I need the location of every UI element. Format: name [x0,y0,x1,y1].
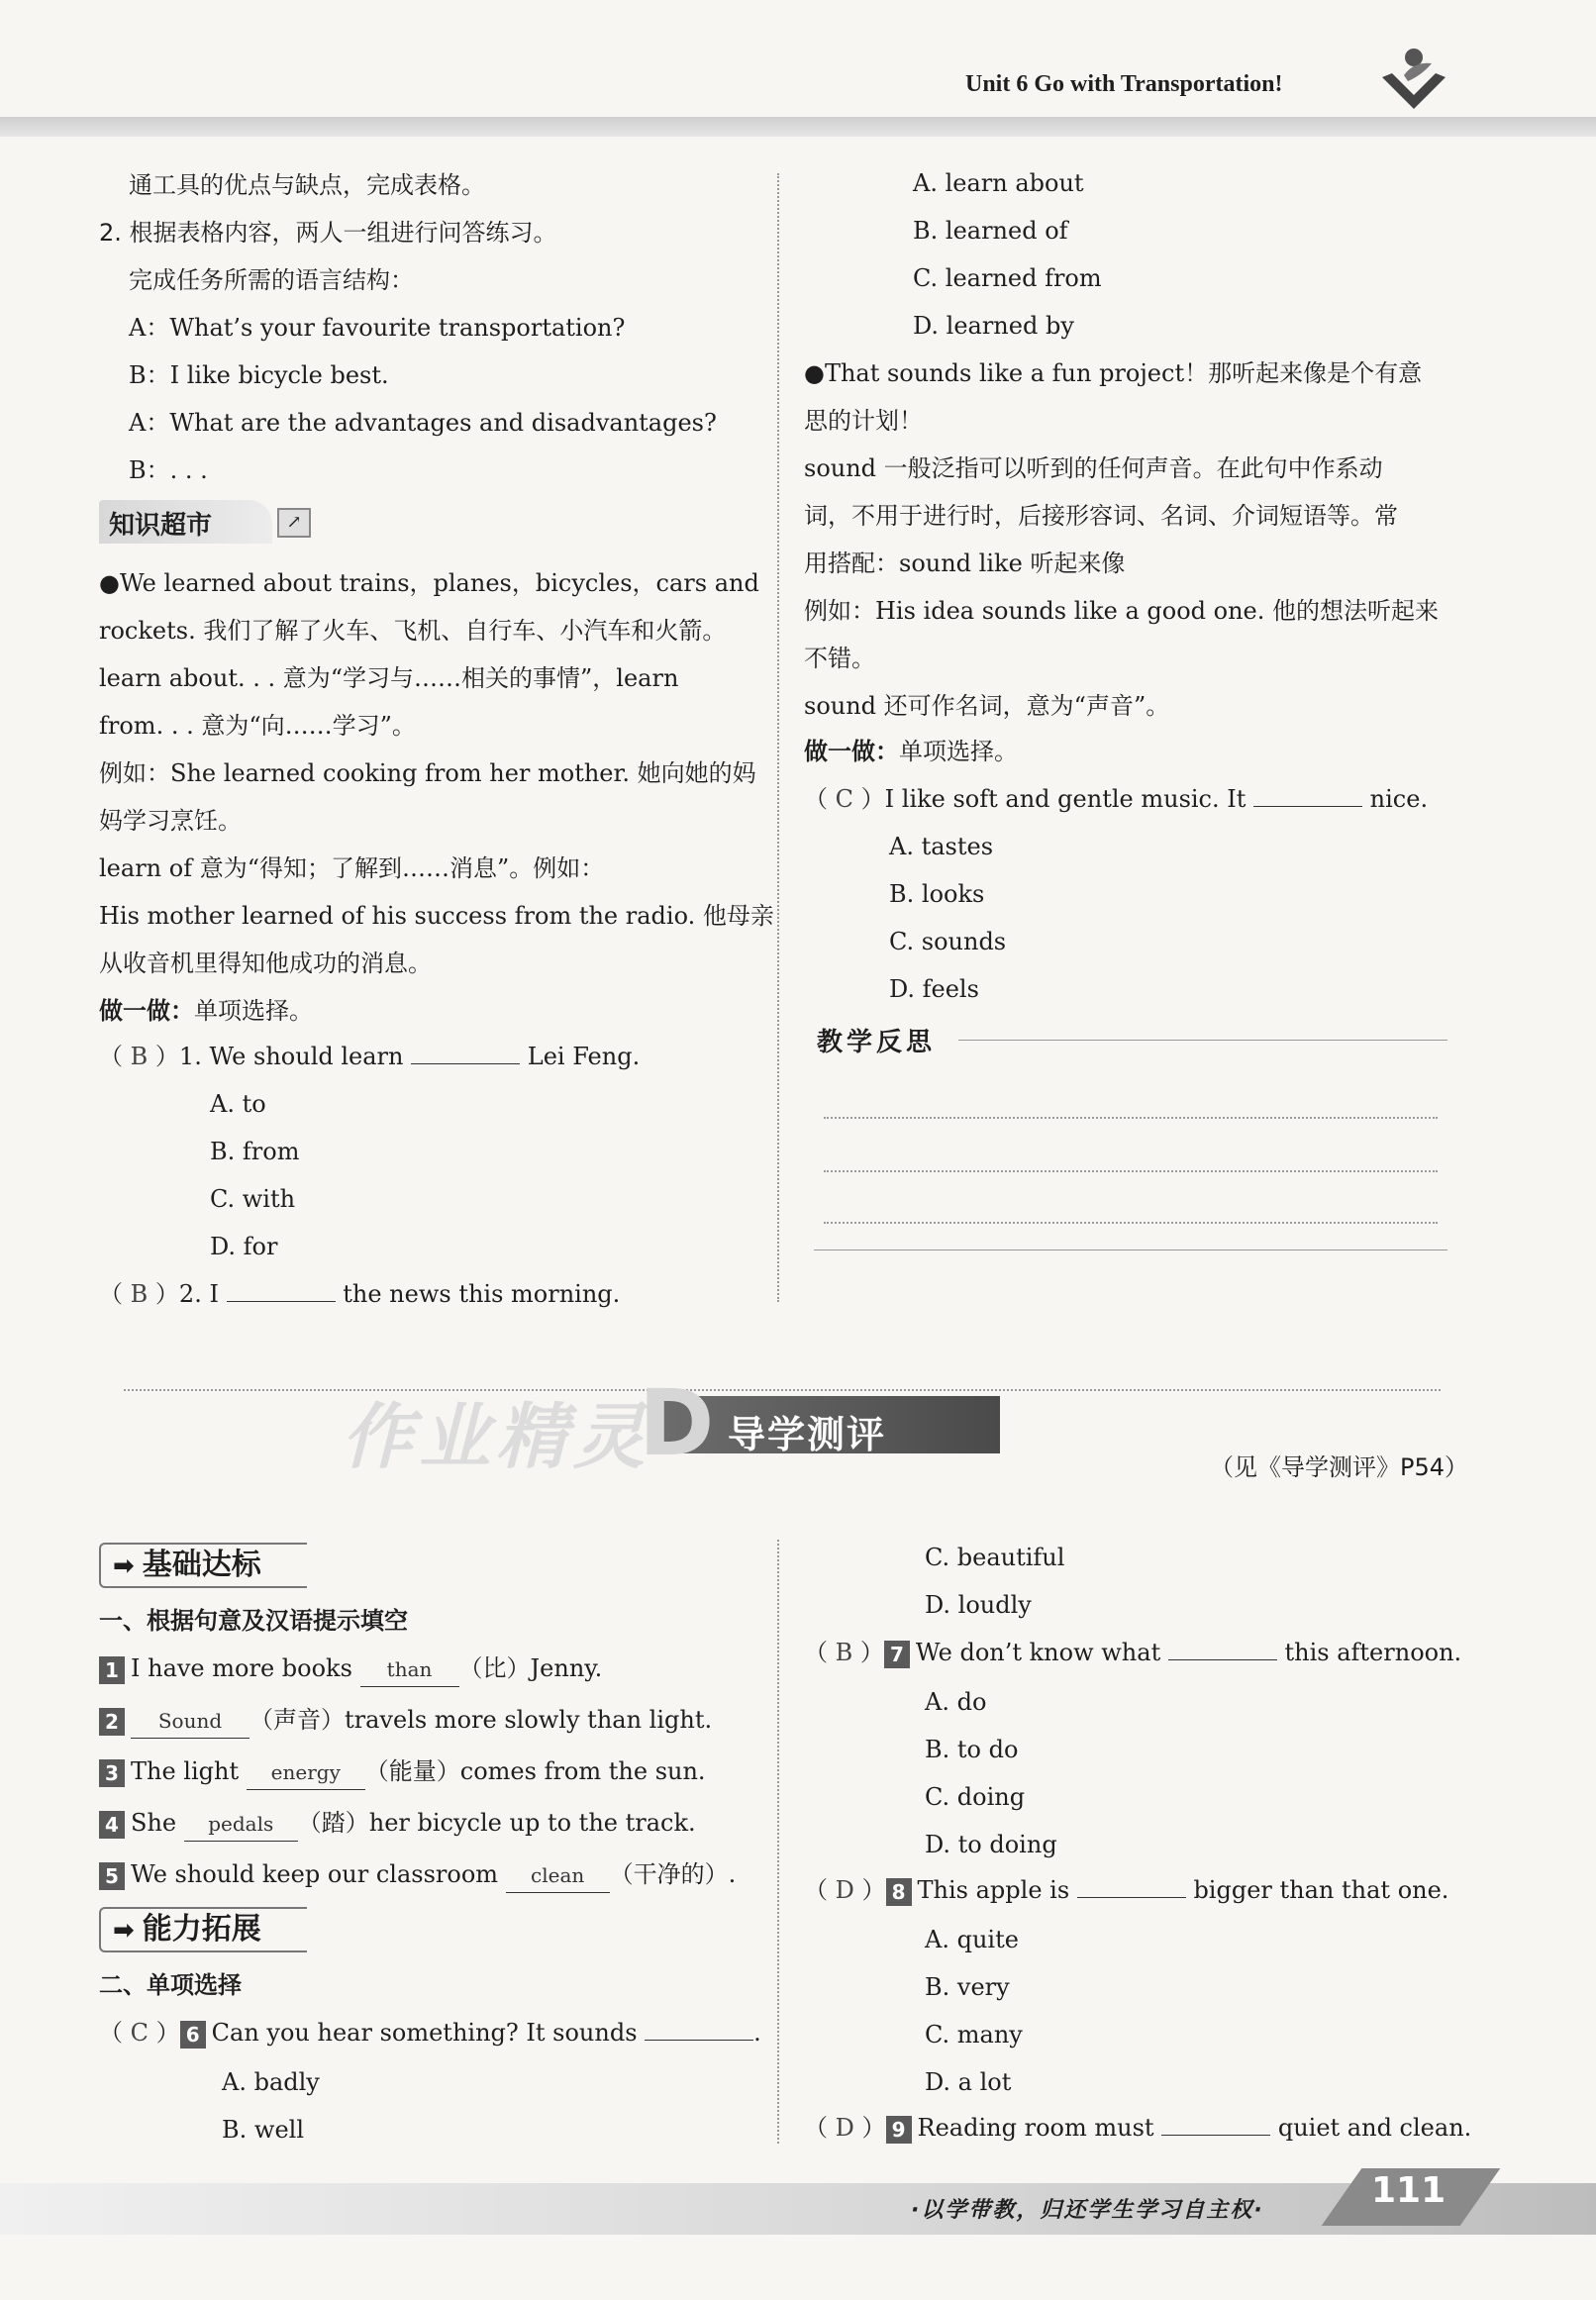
question-3-tail: nice. [1369,785,1429,813]
tag-basic-label: 基础达标 [142,1548,261,1582]
item-3-stem: The light [131,1757,240,1785]
practice-instruction-1 [99,994,313,1028]
q1-option-c[interactable]: C. with [210,1185,296,1213]
question-1: （ B ）1. We should learn Lei Feng. [99,1043,641,1070]
answer-blank-6[interactable] [645,2017,753,2041]
extend-heading: 二、单项选择 [99,1971,242,1999]
question-6: （ C ） 6 Can you hear something? It sounds . [99,2019,761,2047]
q8-option-d[interactable]: D. a lot [925,2068,1012,2096]
answer-1: B [130,1043,149,1070]
basic-heading: 一、根据句意及汉语提示填空 [99,1607,408,1635]
knowledge-line-5: 例如：She learned cooking from her mother. 她向她的妈 [99,759,756,787]
item-number-7: 7 [884,1641,910,1668]
watermark: 作业精灵 [342,1395,651,1478]
intro-line-1: 通工具的优点与缺点，完成表格。 [129,171,485,199]
answer-9: D [835,2114,854,2142]
question-3-stem: I like soft and gentle music. It [884,785,1247,813]
unit-title: Unit 6 Go with Transportation! [965,71,1283,97]
teaching-reflection-label: 教学反思 [817,1028,937,1057]
item-2-tail: travels more slowly than light. [345,1706,713,1734]
answer-2: B [130,1280,149,1308]
knowledge-line-9: 从收音机里得知他成功的消息。 [99,950,432,977]
page-number: 111 [1371,2170,1446,2211]
dialogue-line-b1: B：I like bicycle best. [129,361,389,389]
item-5-stem: We should keep our classroom [131,1860,499,1888]
knowledge-line-1: ●We learned about trains，planes，bicycles，cars and [99,569,759,597]
q7-option-a[interactable]: A. do [925,1688,987,1716]
intro-line-3: 完成任务所需的语言结构： [129,266,414,294]
sound-line-4: 词，不用于进行时，后接形容词、名词、介词短语等。常 [804,502,1398,530]
sound-line-7: 不错。 [804,645,875,672]
item-5-hint: （干净的） [609,1860,729,1888]
answer-blank-7[interactable] [1168,1637,1277,1660]
q1-option-a[interactable]: A. to [210,1090,266,1118]
knowledge-line-8: His mother learned of his success from the radio. 他母亲 [99,902,774,930]
item-1-hint: （比） [458,1654,531,1682]
arrow-out-icon: ↗ [277,508,311,538]
knowledge-line-7: learn of 意为“得知；了解到……消息”。例如： [99,854,605,882]
reflection-line-2[interactable] [824,1170,1438,1172]
question-9-stem: Reading room must [917,2114,1154,2142]
tag-basic [99,1543,307,1588]
question-2-tail: the news this morning. [343,1280,621,1308]
q6-option-b[interactable]: B. well [222,2116,304,2144]
tag-extend [99,1907,307,1952]
question-7-tail: this afternoon. [1284,1639,1462,1666]
banner-rule [124,1389,1441,1391]
practice-label: 做一做： [99,997,194,1025]
answer-3: C [835,785,854,813]
basic-item-5 [99,1857,736,1893]
column-divider-top [777,173,779,1302]
sound-line-1: ●That sounds like a fun project！那听起来像是个有意 [804,359,1423,387]
item-number-8: 8 [886,1878,912,1906]
reflection-top-rule [958,1040,1447,1041]
intro-line-2: 2. 根据表格内容，两人一组进行问答练习。 [99,219,557,247]
question-2-stem: I [209,1280,219,1308]
question-8: （ D ） 8 This apple is bigger than that one. [804,1876,1449,1904]
item-4-stem: She [131,1809,177,1837]
tag-extend-label: 能力拓展 [142,1912,261,1947]
answer-7: B [835,1639,853,1666]
answer-blank-9[interactable] [1161,2112,1270,2136]
fill-blank-3[interactable]: energy [247,1755,365,1790]
q7-option-c[interactable]: C. doing [925,1783,1026,1811]
question-9: （ D ） 9 Reading room must quiet and clean. [804,2114,1472,2142]
knowledge-line-3: learn about. . . 意为“学习与……相关的事情”，learn [99,664,679,692]
sound-line-6: 例如：His idea sounds like a good one. 他的想法听起来 [804,597,1440,625]
answer-6: C [130,2019,150,2047]
question-8-tail: bigger than that one. [1193,1876,1449,1904]
basic-item-3 [99,1754,706,1790]
sound-line-3: sound 一般泛指可以听到的任何声音。在此句中作系动 [804,454,1383,482]
question-1-tail: Lei Feng. [527,1043,641,1070]
answer-blank-3[interactable] [1253,783,1362,807]
answer-8: D [835,1876,854,1904]
basic-item-4 [99,1806,696,1842]
item-1-tail: Jenny. [530,1654,603,1682]
book-leaf-logo-icon [1374,40,1453,119]
knowledge-line-6: 妈学习烹饪。 [99,807,242,835]
fill-blank-5[interactable]: clean [506,1858,610,1893]
q6-option-d[interactable]: D. loudly [925,1591,1032,1619]
header-band [0,117,1596,137]
answer-blank-2[interactable] [227,1278,336,1302]
q8-option-b[interactable]: B. very [925,1973,1010,2001]
question-3: （ C ）I like soft and gentle music. It nice. [804,785,1429,813]
practice-text: 单项选择。 [194,997,313,1025]
question-1-number: 1. [178,1043,202,1070]
item-4-hint: （踏） [297,1809,369,1837]
q7-option-d[interactable]: D. to doing [925,1831,1057,1858]
q3-option-b[interactable]: B. looks [889,880,985,908]
arrow-right-icon: ➡ [113,1916,135,1946]
item-number-9: 9 [886,2116,912,2144]
item-2-hint: （声音） [249,1706,345,1734]
practice-instruction-2 [804,735,1018,768]
answer-blank-1[interactable] [411,1041,520,1064]
fill-blank-1[interactable]: than [360,1652,459,1687]
q3-option-d[interactable]: D. feels [889,975,979,1003]
question-1-stem: We should learn [209,1043,404,1070]
item-5-tail: . [728,1860,737,1888]
item-number-4: 4 [99,1811,125,1839]
column-divider-bottom [777,1540,779,2144]
practice-label: 做一做： [804,738,899,765]
banner-title: 导学测评 [728,1413,887,1456]
knowledge-line-4: from. . . 意为“向……学习”。 [99,712,416,740]
question-7: （ B ） 7 We don’t know what this afternoon. [804,1639,1462,1666]
sound-line-2: 思的计划！ [804,407,923,435]
section-label-knowledge: 知识超市 [109,511,213,541]
question-8-stem: This apple is [917,1876,1070,1904]
basic-item-2 [99,1703,712,1739]
basic-item-1 [99,1651,602,1687]
q3-option-c[interactable]: C. sounds [889,928,1007,955]
q2-option-a[interactable]: A. learn about [913,169,1084,197]
item-number-3: 3 [99,1759,125,1787]
practice-text: 单项选择。 [899,738,1018,765]
q2-option-b[interactable]: B. learned of [913,217,1068,245]
item-3-tail: comes from the sun. [459,1757,706,1785]
q1-option-d[interactable]: D. for [210,1233,278,1260]
dialogue-line-a1: A：What’s your favourite transportation? [129,314,626,342]
q2-option-d[interactable]: D. learned by [913,312,1074,340]
q6-option-c[interactable]: C. beautiful [925,1544,1065,1571]
item-number-2: 2 [99,1708,125,1736]
item-4-tail: her bicycle up to the track. [368,1809,696,1837]
q1-option-b[interactable]: B. from [210,1138,300,1165]
fill-blank-2[interactable]: Sound [131,1704,249,1739]
answer-blank-8[interactable] [1077,1874,1186,1898]
item-1-stem: I have more books [131,1654,352,1682]
dialogue-line-b2: B：. . . [129,456,208,484]
fill-blank-4[interactable]: pedals [184,1807,298,1842]
item-number-5: 5 [99,1862,125,1890]
question-9-tail: quiet and clean. [1277,2114,1472,2142]
item-3-hint: （能量） [364,1757,460,1785]
item-number-6: 6 [180,2021,206,2049]
footer-slogan: ·以学带教，归还学生学习自主权· [911,2198,1264,2223]
q7-option-b[interactable]: B. to do [925,1736,1019,1763]
q8-option-a[interactable]: A. quite [925,1926,1019,1953]
question-6-stem: Can you hear something? It sounds [211,2019,638,2047]
banner-letter: D [639,1370,715,1476]
arrow-right-icon: ➡ [113,1551,135,1581]
sound-line-5: 用搭配：sound like 听起来像 [804,550,1126,577]
q6-option-a[interactable]: A. badly [222,2068,320,2096]
item-number-1: 1 [99,1656,125,1684]
reflection-line-3[interactable] [824,1222,1438,1224]
knowledge-line-2: rockets. 我们了解了火车、飞机、自行车、小汽车和火箭。 [99,617,727,645]
q8-option-c[interactable]: C. many [925,2021,1023,2049]
q3-option-a[interactable]: A. tastes [889,833,994,860]
question-7-stem: We don’t know what [915,1639,1161,1666]
banner-reference: （见《导学测评》P54） [1210,1453,1469,1481]
dialogue-line-a2: A：What are the advantages and disadvantages? [129,409,717,437]
q2-option-c[interactable]: C. learned from [913,264,1102,292]
sound-line-8: sound 还可作名词，意为“声音”。 [804,692,1170,720]
question-2-number: 2. [178,1280,202,1308]
question-6-tail: . [753,2019,761,2047]
reflection-line-1[interactable] [824,1117,1438,1119]
question-2: （ B ）2. I the news this morning. [99,1280,621,1308]
